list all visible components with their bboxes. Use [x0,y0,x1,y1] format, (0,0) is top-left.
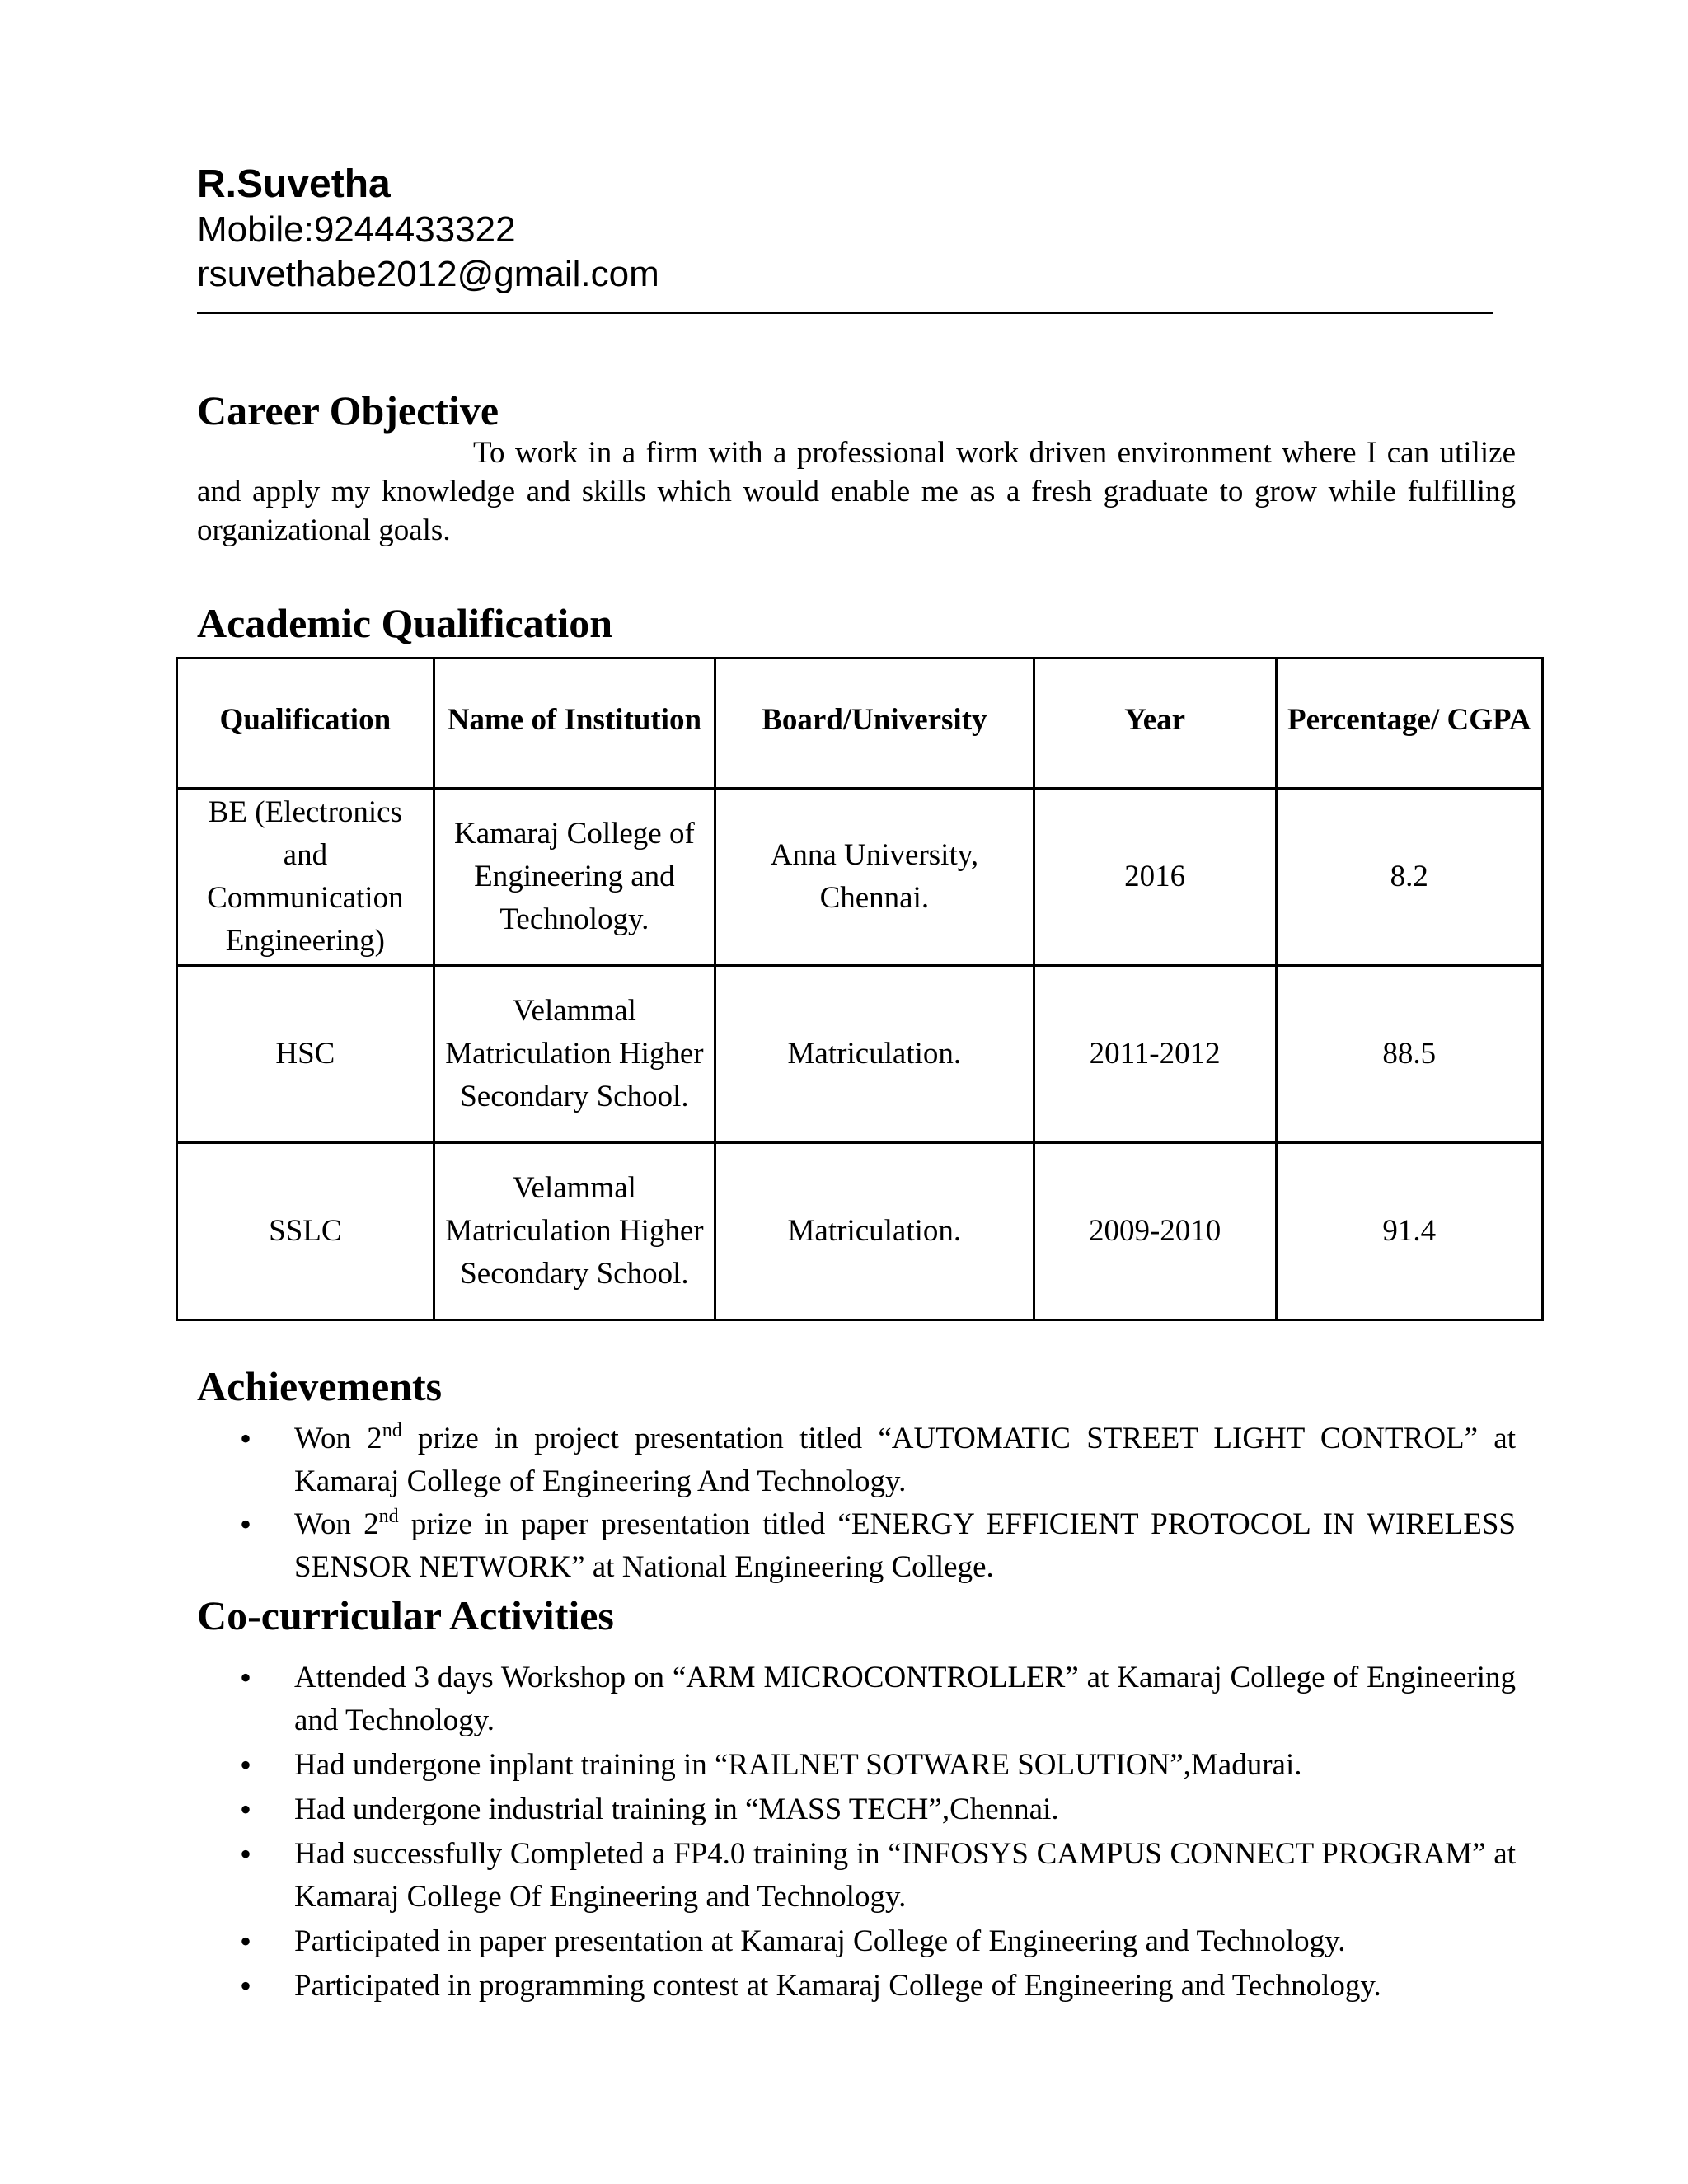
qualification-cell: BE (Electronics and Communication Engineering) [177,789,434,966]
list-item: • Had undergone industrial training in “MASS TECH”,Chennai. [197,1788,1516,1831]
list-item: • Participated in programming contest at Kamaraj College of Engineering and Technology. [197,1965,1516,2008]
list-item: • Had undergone inplant training in “RAILNET SOTWARE SOLUTION”,Madurai. [197,1744,1516,1787]
academic-qualification-heading: Academic Qualification [197,600,613,646]
header-divider [197,312,1493,314]
column-header: Name of Institution [434,658,715,789]
career-objective-heading: Career Objective [197,387,499,434]
academic-table [176,657,1544,1321]
qualification-cell: SSLC [177,1143,434,1320]
cocurricular-list [197,1657,1516,2009]
email-address: rsuvethabe2012@gmail.com [197,254,659,294]
achievements-heading: Achievements [197,1363,443,1409]
score-cell: 8.2 [1276,789,1542,966]
board-cell: Matriculation. [715,966,1034,1143]
column-header: Percentage/ CGPA [1276,658,1542,789]
year-cell: 2016 [1034,789,1276,966]
cocurricular-heading: Co-curricular Activities [197,1592,614,1638]
list-item: • Attended 3 days Workshop on “ARM MICROCONTROLLER” at Kamaraj College of Engineering and Technology. [197,1657,1516,1742]
career-objective-text: To work in a firm with a professional work driven environment where I can utilize and apply my knowledge and skills which would enable me as a fresh graduate to grow while fulfilling organizational goals. [197,436,1516,547]
table-row [177,1143,1543,1320]
list-item [197,1503,1516,1589]
mobile-number: Mobile:9244433322 [197,209,516,250]
candidate-name: R.Suvetha [197,162,391,206]
qualification-cell: HSC [177,966,434,1143]
column-header: Year [1034,658,1276,789]
list-item: • Had successfully Completed a FP4.0 training in “INFOSYS CAMPUS CONNECT PROGRAM” at Kamaraj College Of Engineering and Technology. [197,1833,1516,1919]
score-cell: 91.4 [1276,1143,1542,1320]
ordinal-suffix: nd [382,1420,402,1441]
achievement-text-end: prize in paper presentation titled “ENERGY EFFICIENT PROTOCOL IN WIRELESS SENSOR NETWORK” at National Engineering College. [294,1507,1516,1584]
table-header-row [177,658,1543,789]
list-item [197,1418,1516,1503]
resume-header [197,162,1499,297]
table-row [177,789,1543,966]
board-cell: Matriculation. [715,1143,1034,1320]
achievements-list [197,1418,1516,1589]
year-cell: 2009-2010 [1034,1143,1276,1320]
achievement-text-start: Won 2 [294,1422,382,1455]
ordinal-suffix: nd [378,1506,399,1527]
institution-cell: Velammal Matriculation Higher Secondary School. [434,966,715,1143]
table-row [177,966,1543,1143]
board-cell: Anna University, Chennai. [715,789,1034,966]
achievement-text-start: Won 2 [294,1507,379,1541]
column-header: Board/University [715,658,1034,789]
institution-cell: Velammal Matriculation Higher Secondary School. [434,1143,715,1320]
list-item: • Participated in paper presentation at Kamaraj College of Engineering and Technology. [197,1920,1516,1963]
institution-cell: Kamaraj College of Engineering and Technology. [434,789,715,966]
year-cell: 2011-2012 [1034,966,1276,1143]
column-header: Qualification [177,658,434,789]
achievement-text-end: prize in project presentation titled “AUTOMATIC STREET LIGHT CONTROL” at Kamaraj College of Engineering And Technology. [294,1422,1516,1498]
score-cell: 88.5 [1276,966,1542,1143]
